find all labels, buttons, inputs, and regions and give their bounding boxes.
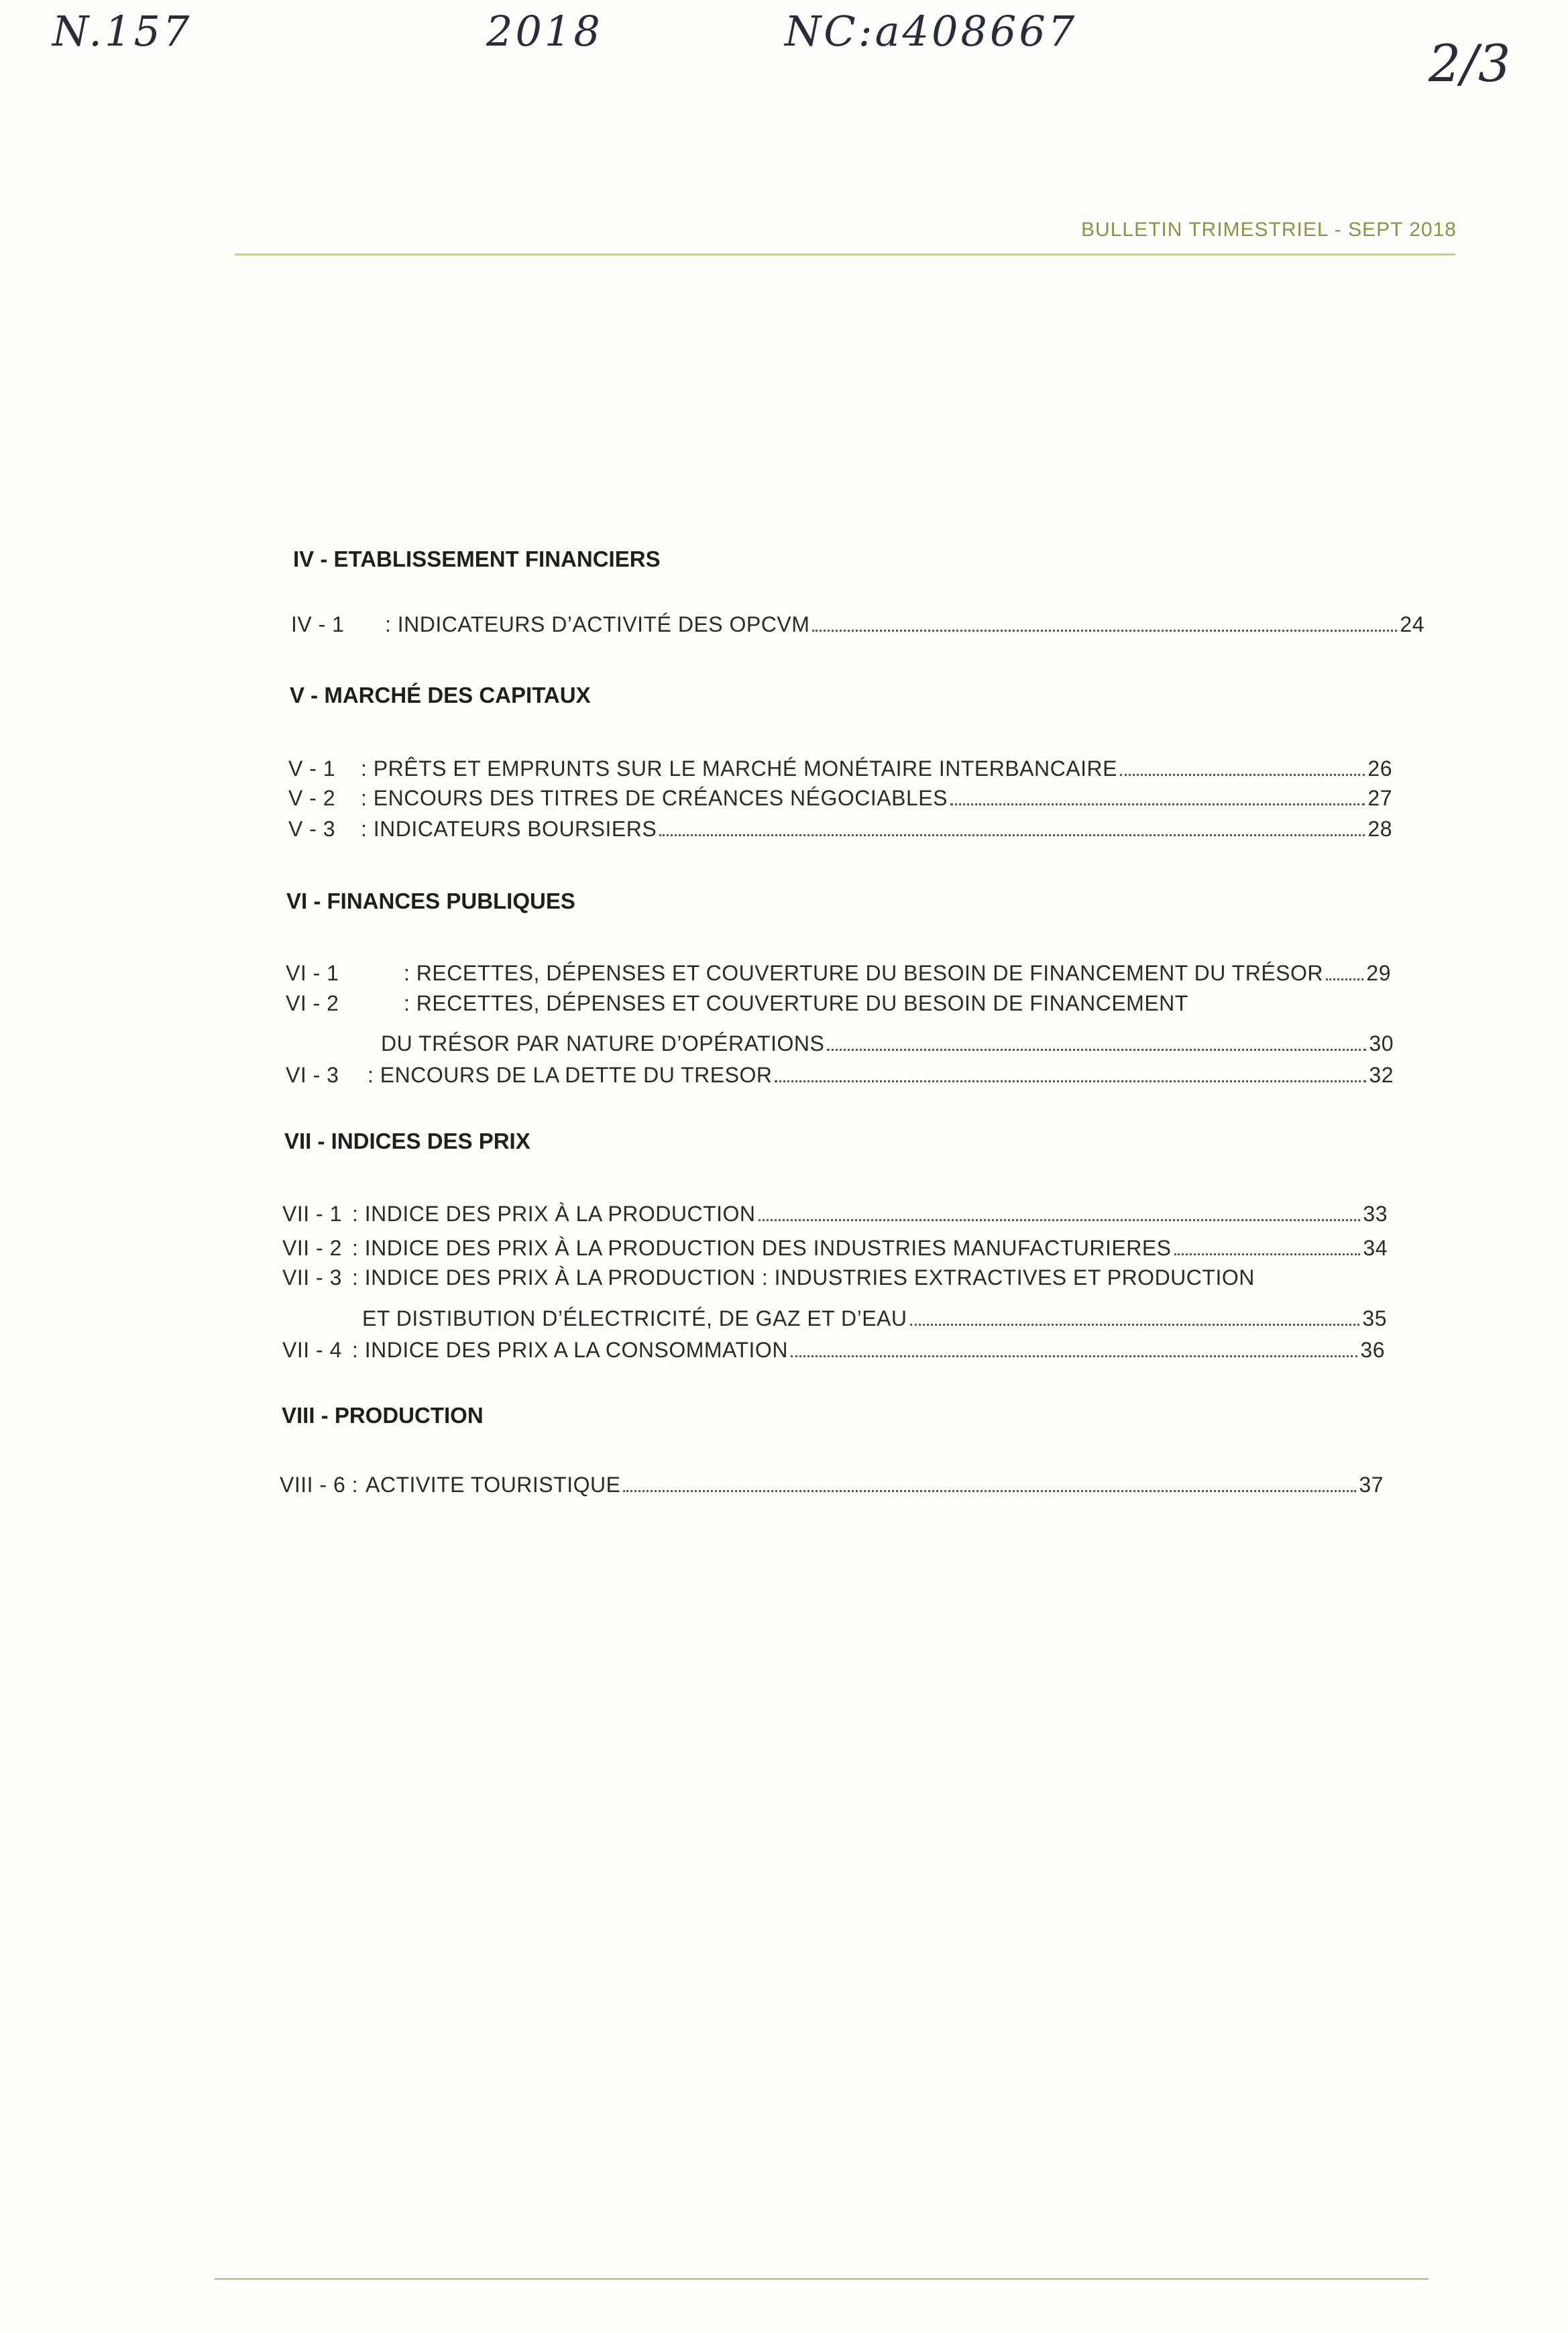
entry-page: 37 xyxy=(1359,1473,1384,1497)
dot-leader xyxy=(812,630,1397,632)
section-title: VII - INDICES DES PRIX xyxy=(284,1129,530,1153)
footer-divider xyxy=(215,2278,1429,2280)
toc-entry[interactable] xyxy=(286,961,1391,986)
entry-code: V - 1 xyxy=(288,756,336,781)
toc-entry[interactable] xyxy=(288,786,1392,811)
entry-code: VI - 1 xyxy=(286,961,339,985)
entry-page: 27 xyxy=(1367,786,1392,810)
entry-code: V - 2 xyxy=(288,786,336,810)
dot-leader xyxy=(659,834,1365,836)
toc-entry[interactable] xyxy=(282,1338,1385,1363)
entry-page: 34 xyxy=(1363,1236,1388,1260)
toc-entry[interactable] xyxy=(291,612,1424,637)
entry-title: : INDICE DES PRIX À LA PRODUCTION xyxy=(352,1202,756,1226)
entry-page: 29 xyxy=(1366,961,1391,985)
toc-entry[interactable] xyxy=(288,756,1392,781)
entry-title: : ENCOURS DE LA DETTE DU TRESOR xyxy=(368,1063,773,1087)
dot-leader xyxy=(775,1080,1366,1082)
entry-page: 26 xyxy=(1367,756,1392,781)
dot-leader xyxy=(759,1219,1361,1221)
toc-entry[interactable] xyxy=(381,1031,1394,1056)
entry-title: : INDICATEURS BOURSIERS xyxy=(361,817,657,841)
dot-leader xyxy=(791,1355,1357,1357)
dot-leader xyxy=(1174,1253,1361,1255)
entry-title: : ENCOURS DES TITRES DE CRÉANCES NÉGOCIABLES xyxy=(361,786,948,810)
entry-code: V - 3 xyxy=(288,817,336,841)
toc-entry[interactable] xyxy=(362,1306,1387,1331)
toc-entry[interactable] xyxy=(286,1063,1394,1088)
entry-page: 28 xyxy=(1367,817,1392,841)
entry-code: VI - 2 xyxy=(286,991,339,1015)
dot-leader xyxy=(1120,774,1365,776)
dot-leader xyxy=(910,1324,1360,1326)
entry-title: : RECETTES, DÉPENSES ET COUVERTURE DU BESOIN DE FINANCEMENT DU TRÉSOR xyxy=(404,961,1324,985)
section-title: IV - ETABLISSEMENT FINANCIERS xyxy=(293,547,661,571)
entry-page: 33 xyxy=(1363,1202,1388,1226)
toc-entry[interactable] xyxy=(280,1473,1384,1497)
entry-title: : INDICE DES PRIX A LA CONSOMMATION xyxy=(352,1338,788,1362)
entry-code: IV - 1 xyxy=(291,612,345,636)
toc-entry[interactable] xyxy=(282,1202,1388,1227)
entry-title: : INDICATEURS D’ACTIVITÉ DES OPCVM xyxy=(385,612,810,636)
toc-entry-line[interactable] xyxy=(286,991,1188,1016)
entry-title: : INDICE DES PRIX À LA PRODUCTION : INDUSTRIES EXTRACTIVES ET PRODUCTION xyxy=(352,1265,1255,1290)
entry-title-continued: DU TRÉSOR PAR NATURE D’OPÉRATIONS xyxy=(381,1031,825,1056)
toc-entry[interactable] xyxy=(282,1236,1388,1261)
section-title: V - MARCHÉ DES CAPITAUX xyxy=(290,683,591,707)
entry-page: 35 xyxy=(1362,1306,1387,1330)
dot-leader xyxy=(950,803,1365,805)
handwritten-reference: N.157 xyxy=(52,7,192,56)
entry-title: ACTIVITE TOURISTIQUE xyxy=(366,1473,621,1497)
handwritten-year: 2018 xyxy=(486,7,603,56)
entry-title: : RECETTES, DÉPENSES ET COUVERTURE DU BESOIN DE FINANCEMENT xyxy=(404,991,1188,1015)
handwritten-nc-number: NC:a408667 xyxy=(785,7,1078,56)
entry-code: VI - 3 xyxy=(286,1063,339,1087)
entry-page: 36 xyxy=(1360,1338,1385,1362)
entry-code: VII - 4 xyxy=(282,1338,342,1362)
entry-code: VII - 3 xyxy=(282,1265,342,1290)
entry-title: : INDICE DES PRIX À LA PRODUCTION DES INDUSTRIES MANUFACTURIERES xyxy=(352,1236,1172,1260)
section-title: VI - FINANCES PUBLIQUES xyxy=(286,889,575,913)
entry-title: : PRÊTS ET EMPRUNTS SUR LE MARCHÉ MONÉTAIRE INTERBANCAIRE xyxy=(361,756,1117,781)
handwritten-page-count: 2/3 xyxy=(1429,34,1511,93)
toc-entry[interactable] xyxy=(288,817,1392,842)
dot-leader xyxy=(1326,978,1363,980)
entry-code: VII - 2 xyxy=(282,1236,342,1260)
entry-code: VIII - 6 : xyxy=(280,1473,359,1497)
section-title: VIII - PRODUCTION xyxy=(282,1403,484,1428)
entry-page: 30 xyxy=(1369,1031,1394,1056)
entry-page: 24 xyxy=(1400,612,1424,636)
header-divider xyxy=(235,253,1455,255)
bulletin-header: BULLETIN TRIMESTRIEL - SEPT 2018 xyxy=(1081,219,1457,241)
entry-title-continued: ET DISTIBUTION D’ÉLECTRICITÉ, DE GAZ ET D’EAU xyxy=(362,1306,907,1330)
entry-page: 32 xyxy=(1369,1063,1394,1087)
dot-leader xyxy=(827,1049,1366,1051)
entry-code: VII - 1 xyxy=(282,1202,342,1226)
dot-leader xyxy=(623,1490,1356,1492)
toc-entry-line[interactable] xyxy=(282,1265,1255,1290)
